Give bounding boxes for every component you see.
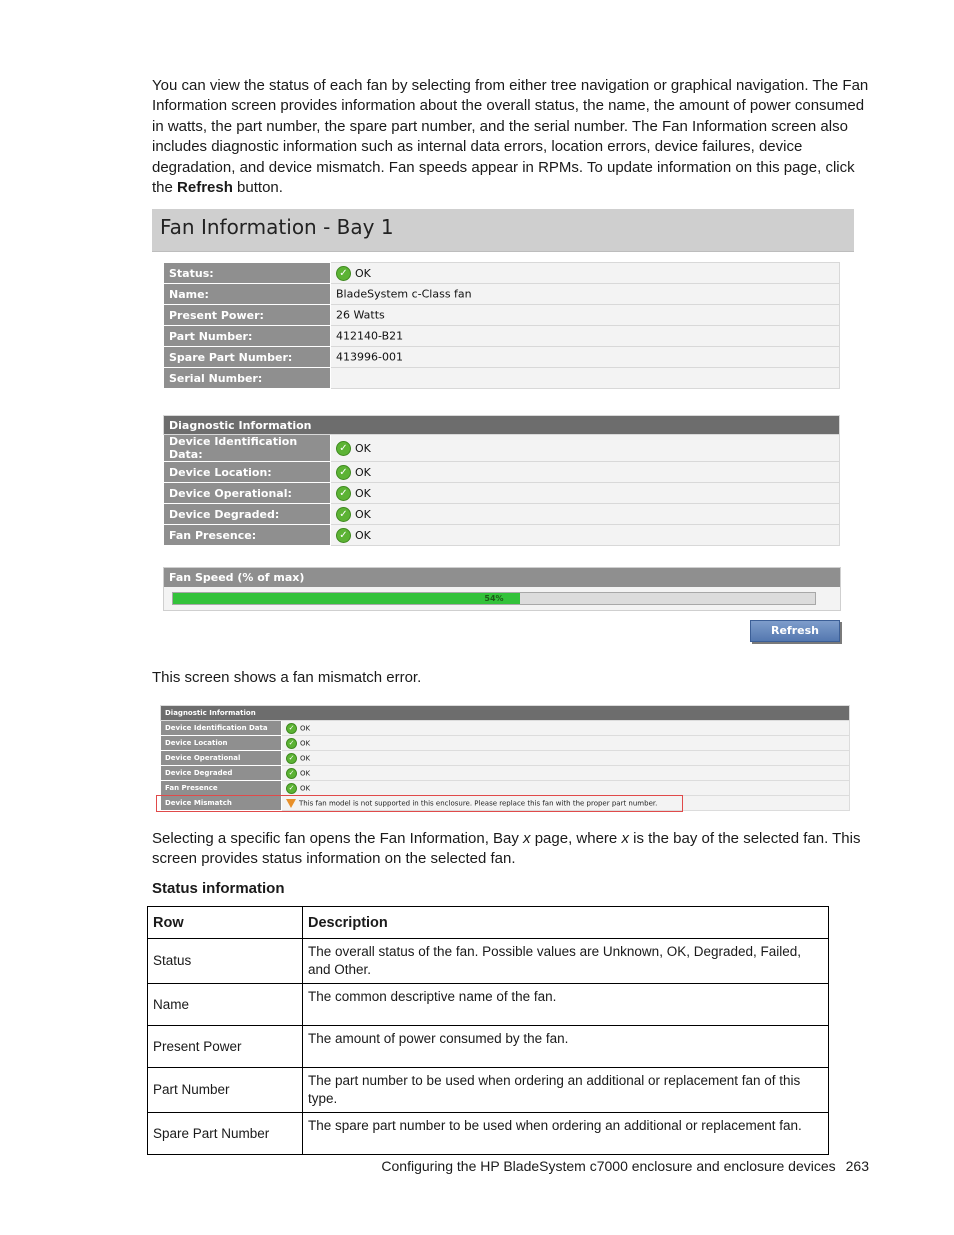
fan-info-row [164, 368, 840, 389]
mismatch-value: This fan model is not supported in this enclosure. Please replace this fan with the proper part number. [299, 799, 658, 807]
table-row [148, 1068, 829, 1113]
ok-check-icon: ✓ [286, 723, 297, 734]
diagnostic-row [164, 525, 840, 546]
fan-info-value-cell [331, 347, 840, 368]
selecting-text-3: is the bay of the selected fan. This screen provides status information on the selected fan. [152, 830, 861, 868]
status-row-description: The overall status of the fan. Possible values are Unknown, OK, Degraded, Failed, and Other. [303, 939, 829, 984]
diagnostic-row [164, 435, 840, 462]
diagnostic-table [163, 415, 840, 546]
mismatch-value-cell [282, 781, 850, 796]
diagnostic-row [164, 504, 840, 525]
mismatch-row [161, 766, 850, 781]
diagnostic-value-cell [331, 504, 840, 525]
status-section-title: Status information [152, 880, 285, 897]
mismatch-value-cell [282, 766, 850, 781]
ok-check-icon: ✓ [336, 465, 351, 480]
mismatch-value-cell [282, 736, 850, 751]
intro-paragraph [152, 76, 872, 198]
status-row-name: Status [148, 939, 303, 984]
table-row [148, 1026, 829, 1068]
status-col-description-header: Description [303, 907, 829, 939]
fan-info-value: 26 Watts [336, 308, 385, 322]
fan-speed-label: 54% [484, 594, 504, 603]
ok-check-icon: ✓ [336, 266, 351, 281]
footer-text: Configuring the HP BladeSystem c7000 enclosure and enclosure devices [381, 1158, 836, 1174]
diagnostic-header: Diagnostic Information [164, 416, 840, 435]
mismatch-value: OK [300, 769, 311, 777]
diagnostic-label: Device Operational: [164, 483, 331, 504]
fan-info-value: 413996-001 [336, 350, 403, 364]
ok-check-icon: ✓ [336, 507, 351, 522]
mismatch-value: OK [300, 724, 311, 732]
diagnostic-value-cell [331, 525, 840, 546]
status-row-description: The amount of power consumed by the fan. [303, 1026, 829, 1068]
refresh-button[interactable]: Refresh [750, 620, 840, 642]
mismatch-label: Device Identification Data [161, 721, 282, 736]
fan-info-value: 412140-B21 [336, 329, 404, 343]
mismatch-label: Device Mismatch [161, 796, 282, 811]
ok-check-icon: ✓ [336, 486, 351, 501]
fan-info-label: Present Power: [164, 305, 331, 326]
fan-info-value-cell [331, 326, 840, 347]
diagnostic-label: Device Location: [164, 462, 331, 483]
table-row [148, 984, 829, 1026]
ok-check-icon: ✓ [336, 528, 351, 543]
mismatch-value-cell [282, 721, 850, 736]
diagnostic-label: Fan Presence: [164, 525, 331, 546]
status-row-name: Spare Part Number [148, 1113, 303, 1155]
mismatch-diagnostic-header: Diagnostic Information [161, 706, 850, 721]
fan-info-title: Fan Information - Bay 1 [160, 215, 394, 239]
diagnostic-label: Device Degraded: [164, 504, 331, 525]
ok-check-icon: ✓ [336, 441, 351, 456]
fan-speed-panel [163, 567, 841, 611]
fan-info-table [163, 262, 840, 389]
status-row-description: The common descriptive name of the fan. [303, 984, 829, 1026]
status-row-name: Name [148, 984, 303, 1026]
ok-check-icon: ✓ [286, 753, 297, 764]
diagnostic-value-cell [331, 462, 840, 483]
mismatch-label: Fan Presence [161, 781, 282, 796]
mismatch-screenshot [160, 705, 850, 813]
fan-info-row [164, 284, 840, 305]
mismatch-value: OK [300, 784, 311, 792]
ok-check-icon: ✓ [286, 738, 297, 749]
mismatch-label: Device Location [161, 736, 282, 751]
selecting-text-1: Selecting a specific fan opens the Fan Information, Bay [152, 830, 524, 847]
fan-info-row [164, 347, 840, 368]
diagnostic-row [164, 462, 840, 483]
selecting-var-1: x [523, 830, 531, 847]
ok-check-icon: ✓ [286, 768, 297, 779]
intro-text-end: button. [232, 179, 283, 197]
mismatch-row [161, 721, 850, 736]
fan-speed-bar [172, 592, 816, 605]
selecting-paragraph [152, 829, 872, 870]
mismatch-row [161, 751, 850, 766]
fan-info-value-cell [331, 305, 840, 326]
diagnostic-value: OK [355, 465, 371, 479]
diagnostic-value: OK [355, 441, 371, 455]
diagnostic-row [164, 483, 840, 504]
page-number: 263 [845, 1158, 869, 1174]
selecting-text-2: page, where [530, 830, 622, 847]
fan-info-label: Status: [164, 263, 331, 284]
mismatch-row [161, 736, 850, 751]
fan-info-row [164, 305, 840, 326]
fan-information-screenshot [152, 209, 854, 645]
fan-info-label: Name: [164, 284, 331, 305]
fan-info-value-cell [331, 284, 840, 305]
mismatch-highlight-outline [156, 795, 683, 812]
intro-text: You can view the status of each fan by selecting from either tree navigation or graphical navigation. The Fan Information screen provides information about the overall status, the name, the amount of power consumed in watts, the part number, the spare part number, and the serial number. The Fan Information screen also includes diagnostic information such as internal data errors, location errors, device failures, device degradation, and device mismatch. Fan speeds appear in RPMs. To update information on this page, click the [152, 77, 869, 197]
mismatch-value: OK [300, 739, 311, 747]
mismatch-label: Device Degraded [161, 766, 282, 781]
diagnostic-value-cell [331, 483, 840, 504]
fan-info-value: OK [355, 266, 371, 280]
table-row [148, 1113, 829, 1155]
table-row [148, 939, 829, 984]
status-row-description: The spare part number to be used when ordering an additional or replacement fan. [303, 1113, 829, 1155]
diagnostic-value: OK [355, 507, 371, 521]
fan-info-value-cell [331, 368, 840, 389]
mismatch-value: OK [300, 754, 311, 762]
diagnostic-value: OK [355, 486, 371, 500]
fan-info-label: Spare Part Number: [164, 347, 331, 368]
mismatch-value-cell [282, 751, 850, 766]
status-row-description: The part number to be used when ordering an additional or replacement fan of this type. [303, 1068, 829, 1113]
page-footer [381, 1158, 869, 1174]
fan-info-row [164, 326, 840, 347]
fan-info-label: Serial Number: [164, 368, 331, 389]
ok-check-icon: ✓ [286, 783, 297, 794]
selecting-var-2: x [621, 830, 629, 847]
fan-speed-header: Fan Speed (% of max) [164, 568, 840, 587]
diagnostic-value-cell [331, 435, 840, 462]
fan-info-title-bar [152, 209, 854, 252]
status-col-row-header: Row [148, 907, 303, 939]
diagnostic-label: Device Identification Data: [164, 435, 331, 462]
intro-bold-refresh: Refresh [177, 179, 233, 197]
mismatch-label: Device Operational [161, 751, 282, 766]
status-information-table [147, 906, 829, 1155]
mismatch-row [161, 781, 850, 796]
diagnostic-value: OK [355, 528, 371, 542]
status-row-name: Part Number [148, 1068, 303, 1113]
status-row-name: Present Power [148, 1026, 303, 1068]
fan-info-value: BladeSystem c-Class fan [336, 287, 472, 301]
fan-info-value-cell [331, 263, 840, 284]
fan-info-label: Part Number: [164, 326, 331, 347]
mismatch-caption: This screen shows a fan mismatch error. [152, 669, 422, 686]
fan-info-row [164, 263, 840, 284]
